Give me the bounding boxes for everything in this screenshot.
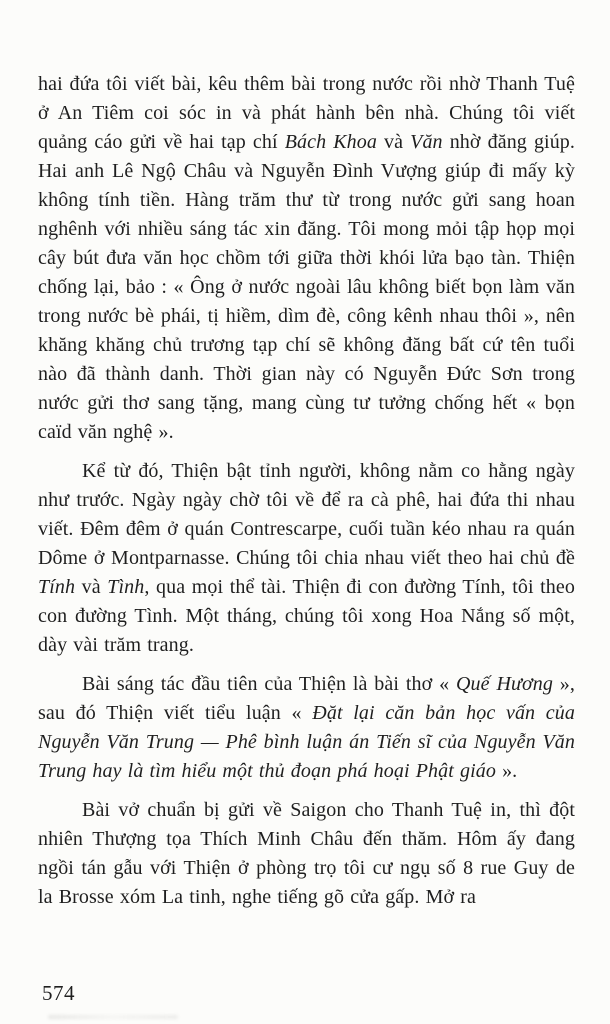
text-run: ». xyxy=(495,760,518,782)
italic-text-run: Bách Khoa xyxy=(284,131,377,153)
text-run: nhờ đăng giúp. Hai anh Lê Ngộ Châu và Nguyễn Đình Vượng giúp đi mấy kỳ không tính tiền. Hàng trăm thư từ trong nước gửi sang hoan nghênh với nhiều sáng tác xin đăng. Tôi mong mỏi tập họp mọi cây bút đưa văn học chồm tới giữa thời khói lửa bạo tàn. Thiện chống lại, bảo : « Ông ở nước ngoài lâu không biết bọn làm văn trong nước bè phái, tị hiềm, dìm đè, công kênh nhau thôi », nên khăng khăng chủ trương tạp chí sẽ không đăng bất cứ tên tuổi nào đã thành danh. Thời gian này có Nguyễn Đức Sơn trong nước gửi thơ sang tặng, mang cùng tư tưởng chống hết « bọn caïd văn nghệ ». xyxy=(38,131,576,443)
italic-text-run: Tình xyxy=(107,576,145,598)
italic-text-run: Quế Hương xyxy=(456,673,553,695)
italic-text-run: Văn xyxy=(410,131,443,153)
page-number: 574 xyxy=(42,981,75,1005)
page-text xyxy=(38,70,575,922)
text-run: Kể từ đó, Thiện bật tỉnh người, không nằm co hằng ngày như trước. Ngày ngày chờ tôi về để ra cà phê, hai đứa thi nhau viết. Đêm đêm ở quán Contrescarpe, cuối tuần kéo nhau ra quán Dôme ở Montparnasse. Chúng tôi chia nhau viết theo hai chủ đề xyxy=(38,460,575,569)
italic-text-run: Tính xyxy=(38,576,76,598)
text-run: », sau đó Thiện viết tiểu luận « xyxy=(38,673,575,724)
paragraph xyxy=(38,457,575,660)
paragraph xyxy=(38,670,575,786)
paragraph xyxy=(38,70,575,447)
paragraph xyxy=(38,796,575,912)
text-run: và xyxy=(376,131,411,153)
text-run: hai đứa tôi viết bài, kêu thêm bài trong nước rồi nhờ Thanh Tuệ ở An Tiêm coi sóc in và phát hành bên nhà. Chúng tôi viết quảng cáo gửi về hai tạp chí xyxy=(38,73,575,153)
text-run: và xyxy=(75,576,108,598)
italic-text-run: Đặt lại căn bản học vấn của Nguyễn Văn Trung — Phê bình luận án Tiến sĩ của Nguyễn Văn Trung hay là tìm hiểu một thủ đoạn phá hoại Phật giáo xyxy=(38,702,575,782)
text-run: Bài sáng tác đầu tiên của Thiện là bài thơ « xyxy=(82,673,457,695)
scan-artifact xyxy=(48,1015,178,1019)
text-run: Bài vở chuẩn bị gửi về Saigon cho Thanh Tuệ in, thì đột nhiên Thượng tọa Thích Minh Châu đến thăm. Hôm ấy đang ngồi tán gẫu với Thiện ở phòng trọ tôi cư ngụ số 8 rue Guy de la Brosse xóm La tinh, nghe tiếng gõ cửa gấp. Mở ra xyxy=(38,799,575,908)
text-run: , qua mọi thể tài. Thiện đi con đường Tính, tôi theo con đường Tình. Một tháng, chúng tôi xong Hoa Nắng số một, dày vài trăm trang. xyxy=(38,576,575,656)
